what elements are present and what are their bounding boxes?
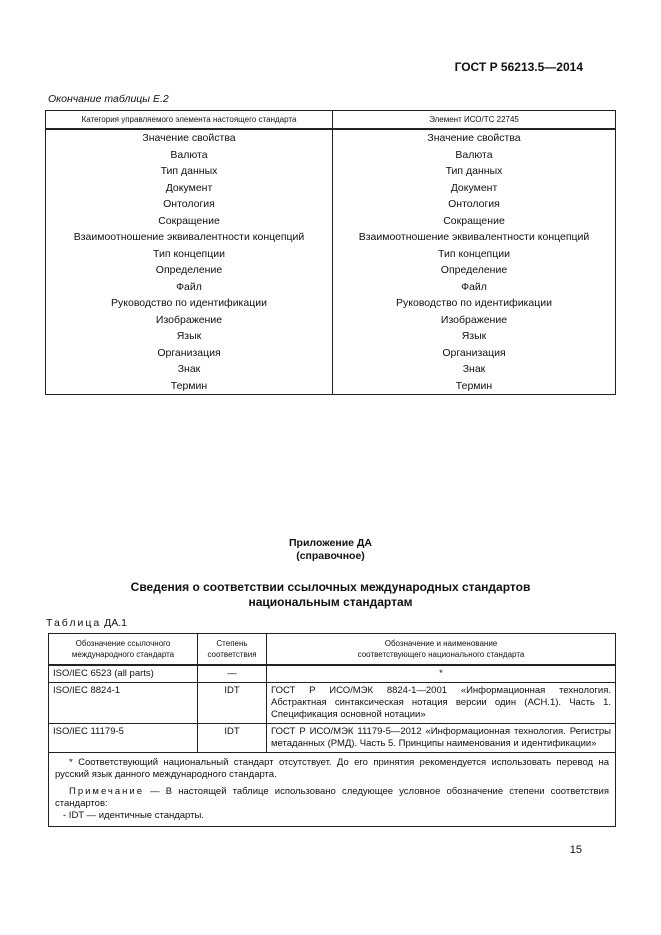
table-e2-category-cell: Онтология — [46, 196, 333, 213]
table-e2-category-cell: Язык — [46, 328, 333, 345]
table-row — [46, 279, 616, 296]
table-da1-header-national-l1: Обозначение и наименование — [384, 639, 498, 648]
table-row — [46, 196, 616, 213]
table-e2 — [45, 110, 616, 395]
table-row — [46, 378, 616, 395]
table-row — [46, 345, 616, 362]
table-row — [46, 295, 616, 312]
table-da1-degree: IDT — [198, 683, 267, 724]
table-e2-iso-cell: Значение свойства — [333, 129, 616, 147]
table-da1-caption — [46, 617, 127, 629]
table-e2-iso-cell: Знак — [333, 361, 616, 378]
table-e2-header-category: Категория управляемого элемента настоящего стандарта — [46, 111, 333, 130]
table-e2-iso-cell: Изображение — [333, 312, 616, 329]
table-e2-iso-cell: Документ — [333, 180, 616, 197]
table-da1-header-ref-l2: международного стандарта — [71, 650, 175, 659]
table-da1-ref: ISO/IEC 8824-1 — [49, 683, 198, 724]
table-da1-notes — [49, 753, 616, 827]
appendix-heading — [0, 580, 661, 610]
table-row — [46, 312, 616, 329]
table-da1-degree: — — [198, 665, 267, 683]
document-header: ГОСТ Р 56213.5—2014 — [454, 60, 583, 74]
table-e2-header-iso-element: Элемент ИСО/ТС 22745 — [333, 111, 616, 130]
table-da1-degree: IDT — [198, 724, 267, 753]
table-da1-caption-number: ДА.1 — [101, 617, 127, 629]
table-e2-category-cell: Документ — [46, 180, 333, 197]
table-da1-header-degree-l1: Степень — [216, 639, 248, 648]
table-row — [46, 163, 616, 180]
table-e2-category-cell: Определение — [46, 262, 333, 279]
table-da1-header-degree-l2: соответствия — [207, 650, 257, 659]
table-e2-category-cell: Знак — [46, 361, 333, 378]
table-e2-iso-cell: Валюта — [333, 147, 616, 164]
table-row — [46, 328, 616, 345]
table-e2-iso-cell: Тип концепции — [333, 246, 616, 263]
table-e2-category-cell: Изображение — [46, 312, 333, 329]
table-row — [46, 147, 616, 164]
table-e2-category-cell: Тип данных — [46, 163, 333, 180]
table-e2-category-cell: Взаимоотношение эквивалентности концепций — [46, 229, 333, 246]
table-da1-header-ref-l1: Обозначение ссылочного — [75, 639, 171, 648]
table-e2-category-cell: Руководство по идентификации — [46, 295, 333, 312]
table-e2-iso-cell: Руководство по идентификации — [333, 295, 616, 312]
table-da1-ref: ISO/IEC 6523 (all parts) — [49, 665, 198, 683]
table-row — [49, 683, 616, 724]
table-da1-header-national — [267, 634, 616, 666]
table-e2-category-cell: Сокращение — [46, 213, 333, 230]
table-e2-iso-cell: Файл — [333, 279, 616, 296]
note-text: — В настоящей таблице использовано следующее условное обозначение степени соответствия стандартов: — [55, 786, 609, 809]
table-e2-category-cell: Организация — [46, 345, 333, 362]
note-label: Примечание — [69, 786, 144, 797]
table-e2-iso-cell: Термин — [333, 378, 616, 395]
table-e2-category-cell: Файл — [46, 279, 333, 296]
appendix-title-line: Приложение ДА — [289, 537, 372, 549]
appendix-title — [0, 537, 661, 563]
table-da1-notes-row — [49, 753, 616, 827]
table-da1-note — [55, 786, 609, 810]
appendix-heading-line2: национальным стандартам — [248, 595, 413, 609]
table-da1-header-ref — [49, 634, 198, 666]
table-row — [49, 665, 616, 683]
table-e2-iso-cell: Организация — [333, 345, 616, 362]
table-da1-header-degree — [198, 634, 267, 666]
table-da1 — [48, 633, 616, 827]
table-e2-category-cell: Значение свойства — [46, 129, 333, 147]
table-da1-national: ГОСТ Р ИСО/МЭК 11179-5—2012 «Информационная технология. Регистры метаданных (РМД). Часть 5. Принципы наименования и идентификации» — [267, 724, 616, 753]
table-e2-iso-cell: Определение — [333, 262, 616, 279]
table-e2-category-cell: Тип концепции — [46, 246, 333, 263]
table-continuation-caption: Окончание таблицы Е.2 — [48, 93, 169, 105]
table-e2-iso-cell: Язык — [333, 328, 616, 345]
table-da1-national: * — [267, 665, 616, 683]
table-row — [46, 361, 616, 378]
table-row — [46, 129, 616, 147]
table-row — [46, 229, 616, 246]
table-e2-body — [46, 129, 616, 395]
table-row — [46, 180, 616, 197]
table-row — [46, 246, 616, 263]
table-e2-iso-cell: Тип данных — [333, 163, 616, 180]
table-row — [46, 213, 616, 230]
table-row — [46, 262, 616, 279]
table-row — [49, 724, 616, 753]
page-number: 15 — [569, 844, 582, 856]
appendix-subtitle: (справочное) — [296, 550, 365, 562]
table-da1-header-national-l2: соответствующего национального стандарта — [357, 650, 525, 659]
table-e2-iso-cell: Сокращение — [333, 213, 616, 230]
table-e2-iso-cell: Взаимоотношение эквивалентности концепций — [333, 229, 616, 246]
table-da1-note-item: - IDT — идентичные стандарты. — [63, 810, 204, 821]
table-da1-ref: ISO/IEC 11179-5 — [49, 724, 198, 753]
table-da1-caption-word: Таблица — [46, 617, 102, 629]
appendix-heading-line1: Сведения о соответствии ссылочных международных стандартов — [130, 580, 531, 594]
table-e2-iso-cell: Онтология — [333, 196, 616, 213]
table-e2-category-cell: Валюта — [46, 147, 333, 164]
table-da1-national: ГОСТ Р ИСО/МЭК 8824-1—2001 «Информационная технология. Абстрактная синтаксическая нотация версии один (АСН.1). Часть 1. Спецификация основной нотации» — [267, 683, 616, 724]
table-da1-footnote: * Соответствующий национальный стандарт отсутствует. До его принятия рекомендуется использовать перевод на русский язык данного международного стандарта. — [55, 757, 609, 780]
table-e2-category-cell: Термин — [46, 378, 333, 395]
